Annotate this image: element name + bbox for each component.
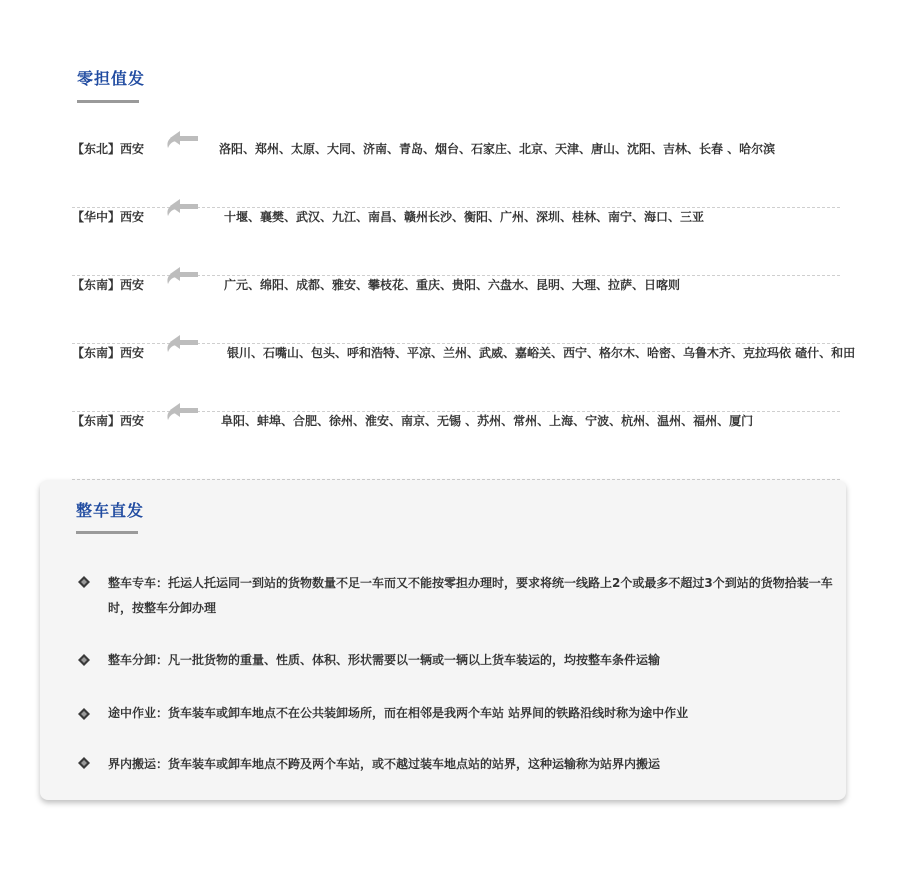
curved-arrow-icon [164,266,200,288]
route-cities: 广元、绵阳、成都、雅安、攀枝花、重庆、贵阳、六盘水、昆明、大理、拉萨、日喀则 [224,278,681,292]
diamond-bullet-icon [78,757,90,769]
route-cities: 十堰、襄樊、武汉、九江、南昌、赣州长沙、衡阳、广州、深圳、桂林、南宁、海口、三亚 [224,210,705,224]
curved-arrow-icon [164,402,200,424]
route-region: 【东南】西安 [72,346,145,360]
full-carload-item: 界内搬运：货车装车或卸车地点不跨及两个车站，或不越过装车地点站的站界，这种运输称为站界内搬运 [108,757,661,771]
route-row [72,412,840,480]
diamond-bullet-icon [78,576,90,588]
curved-arrow-icon [164,198,200,220]
route-region: 【东南】西安 [72,278,145,292]
diamond-bullet-icon [78,708,90,720]
diamond-bullet-icon [78,654,90,666]
curved-arrow-icon [164,334,200,356]
title-underline [77,100,139,103]
full-carload-item: 整车分卸：凡一批货物的重量、性质、体积、形状需要以一辆或一辆以上货车装运的，均按整车条件运输 [108,653,661,667]
less-than-carload-title: 零担值发 [77,69,146,88]
route-region: 【东南】西安 [72,414,145,428]
full-carload-card [40,480,846,800]
title-underline [76,531,138,534]
route-region: 【东北】西安 [72,142,145,156]
route-cities: 洛阳、郑州、太原、大同、济南、青岛、烟台、石家庄、北京、天津、唐山、沈阳、吉林、长春 、哈尔滨 [219,142,776,156]
full-carload-item: 整车专车：托运人托运同一到站的货物数量不足一车而又不能按零担办理时，要求将统一线路上2个或最多不超过3个到站的货物拾装一车时，按整车分卸办理 [108,576,833,615]
curved-arrow-icon [164,130,200,152]
full-carload-item: 途中作业：货车装车或卸车地点不在公共装卸场所，而在相邻是我两个车站 站界间的铁路沿线时称为途中作业 [108,706,689,720]
route-cities: 银川、石嘴山、包头、呼和浩特、平凉、兰州、武威、嘉峪关、西宁、格尔木、哈密、乌鲁木齐、克拉玛依 碴什、和田 [227,346,856,360]
route-cities: 阜阳、蚌埠、合肥、徐州、淮安、南京、无锡 、苏州、常州、上海、宁波、杭州、温州、福州、厦门 [221,414,754,428]
full-carload-title: 整车直发 [76,501,145,520]
route-region: 【华中】西安 [72,210,145,224]
